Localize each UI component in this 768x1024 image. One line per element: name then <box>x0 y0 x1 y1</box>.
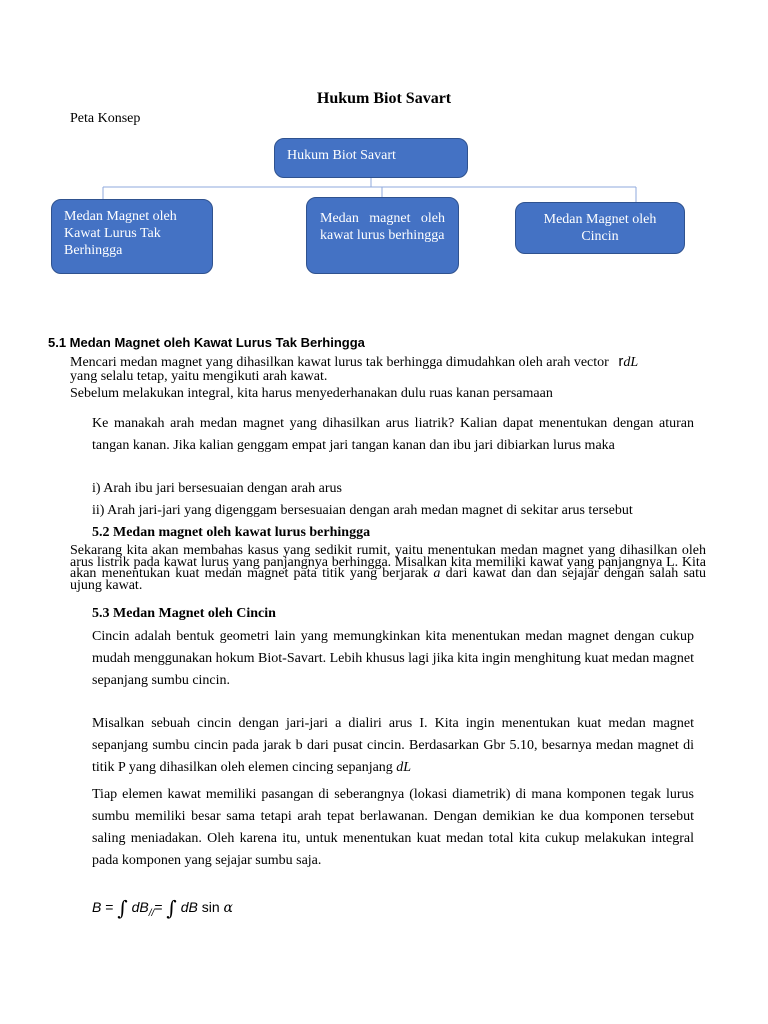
list-item: i) Arah ibu jari bersesuaian dengan arah arus <box>92 481 342 496</box>
formula-equals: = <box>154 899 163 915</box>
concept-node-label: Medan Magnet oleh Cincin <box>543 212 657 244</box>
concept-root-label: Hukum Biot Savart <box>287 148 396 163</box>
paragraph-text: dari kawat dan dan sejajar dengan salah satu ujung kawat. <box>70 566 707 593</box>
formula-equals: = <box>105 899 114 915</box>
concept-root-node <box>274 138 468 178</box>
section-heading-5-3: 5.3 Medan Magnet oleh Cincin <box>92 606 276 621</box>
section-5-1-line-3: Sebelum melakukan integral, kita harus menyederhanakan dulu ruas kanan persamaan <box>70 386 553 401</box>
concept-node-finite-wire <box>306 197 459 274</box>
line-text: Mencari medan magnet yang dihasilkan kawat lurus tak berhingga dimudahkan oleh arah vector <box>70 355 609 370</box>
paragraph-text: Sekarang kita akan membahas kasus yang sedikit rumit, yaitu menentukan medan magnet yang dihasilkan oleh arus listrik pada kawat lurus yang panjangnya berhingga. Misalkan kita memiliki kawat yang panjangnya L. Kita akan menentukan kuat medan magnet pata titik yang berjarak <box>70 543 706 581</box>
vector-math: dL <box>623 355 639 370</box>
formula-subscript: // <box>148 907 155 919</box>
formula-lhs: B <box>92 899 102 915</box>
concept-node-ring <box>515 202 685 254</box>
section-5-3-paragraph-1: Cincin adalah bentuk geometri lain yang memungkinkan kita menentukan medan magnet dengan cukup mudah menggunakan hokum Biot-Savart. Lebih khusus lagi jika kita ingin menghitung kuat medan magnet sepanjang sumbu cincin. <box>92 629 694 688</box>
formula-term: dB <box>131 899 149 915</box>
distance-symbol: a <box>433 566 441 581</box>
section-5-3-paragraph-3: Tiap elemen kawat memiliki pasangan di seberangnya (lokasi diametrik) di mana komponen tegak lurus sumbu memiliki besar sama tetapi arah tepat berlawanan. Dengan demikian ke dua komponen tersebut saling meniadakan. Oleh karena itu, untuk menentukan kuat medan total kita cukup melakukan integral pada komponen yang sejajar sumbu saja. <box>92 787 694 868</box>
formula-term: dB <box>180 899 198 915</box>
section-5-1-paragraph: Ke manakah arah medan magnet yang dihasilkan arus liatrik? Kalian dapat menentukan dengan aturan tangan kanan. Jika kalian genggam empat jari tangan kanan dan ibu jari dibiarkan lurus maka <box>92 416 694 453</box>
section-5-3-paragraph-2 <box>92 713 694 779</box>
section-5-1-line-2: yang selalu tetap, yaitu mengikuti arah kawat. <box>70 369 328 384</box>
concept-node-label: Medan Magnet oleh Kawat Lurus Tak Berhingga <box>64 209 177 258</box>
formula-function: sin <box>201 899 220 915</box>
integral-formula <box>92 896 233 920</box>
vector-symbol: r <box>618 353 624 370</box>
concept-node-label: Medan magnet oleh kawat lurus berhingga <box>320 211 445 243</box>
section-heading-5-1: 5.1 Medan Magnet oleh Kawat Lurus Tak Berhingga <box>48 335 365 350</box>
concept-node-infinite-wire <box>51 199 213 274</box>
integral-symbol: ∫ <box>117 896 128 920</box>
section-heading-5-2: 5.2 Medan magnet oleh kawat lurus berhingga <box>92 525 371 540</box>
integral-symbol: ∫ <box>166 896 177 920</box>
list-item: ii) Arah jari-jari yang digenggam bersesuaian dengan arah medan magnet di sekitar arus tersebut <box>92 503 633 518</box>
concept-map-label: Peta Konsep <box>70 111 141 126</box>
page-title: Hukum Biot Savart <box>316 90 452 107</box>
length-element-math: dL <box>396 760 412 775</box>
section-5-2-paragraph <box>70 545 706 591</box>
formula-angle: α <box>223 900 233 916</box>
paragraph-text: Misalkan sebuah cincin dengan jari-jari a dialiri arus I. Kita ingin menentukan kuat medan magnet sepanjang sumbu cincin pada jarak b dari pusat cincin. Berdasarkan Gbr 5.10, besarnya medan magnet di titik P yang dihasilkan oleh elemen cincing sepanjang <box>92 716 694 775</box>
